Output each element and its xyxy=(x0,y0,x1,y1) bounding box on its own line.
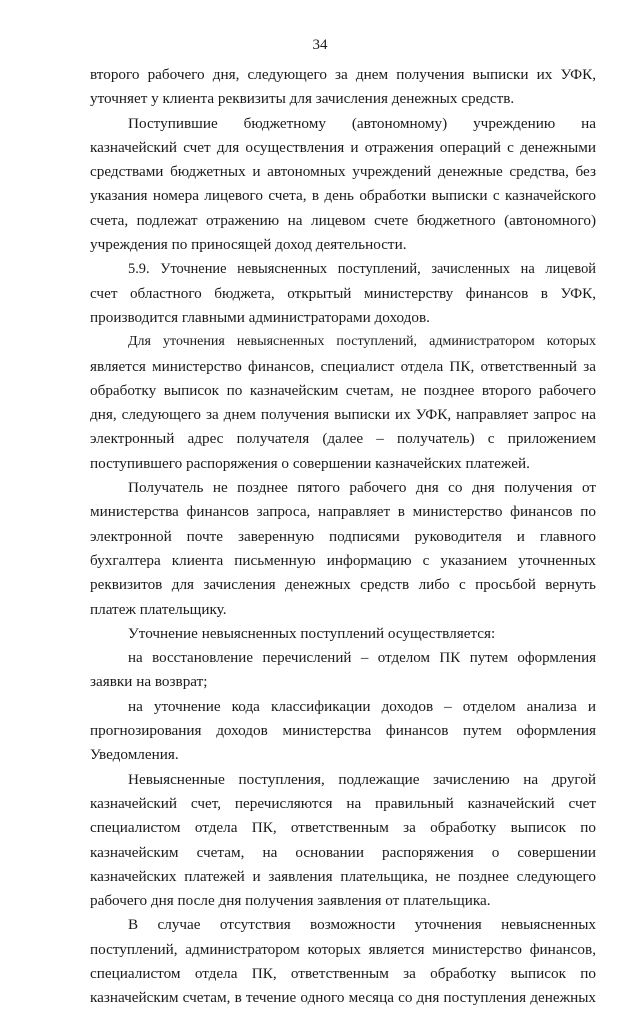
text-line: казначейских платежей и заявления плательщика, не позднее следующего xyxy=(90,867,596,885)
text-line: Для уточнения невыясненных поступлений, администратором которых xyxy=(128,334,596,350)
text-line: поступлений, администратором которых является министерство финансов, xyxy=(90,940,596,958)
text-line: учреждения по приносящей доход деятельности. xyxy=(90,236,407,254)
text-line: бухгалтера клиента письменную информацию с указанием уточненных xyxy=(90,551,596,569)
text-line: заявки на возврат; xyxy=(90,673,208,691)
text-line: электронный адрес получателя (далее – получатель) с приложением xyxy=(90,430,596,448)
text-line: рабочего дня после дня получения заявления от плательщика. xyxy=(90,892,491,910)
text-line: средствами бюджетных и автономных учреждений денежные средства, без xyxy=(90,163,596,181)
text-line: уточняет у клиента реквизиты для зачисления денежных средств. xyxy=(90,90,515,108)
text-line: казначейским счетам, на основании распоряжения о совершении xyxy=(90,843,596,861)
text-line: платеж плательщику. xyxy=(90,600,227,618)
text-line: дня, следующего за днем получения выписки их УФК, направляет запрос на xyxy=(90,406,596,424)
text-line: обработку выписок по казначейским счетам, не позднее второго рабочего xyxy=(90,381,596,399)
text-line: казначейский счет, перечисляются на правильный казначейский счет xyxy=(90,794,596,812)
text-line: казначейским счетам, в течение одного месяца со дня поступления денежных xyxy=(90,989,596,1007)
text-line: Невыясненные поступления, подлежащие зачислению на другой xyxy=(128,770,596,788)
text-line: счет областного бюджета, открытый министерству финансов в УФК, xyxy=(90,284,596,302)
text-line: Уточнение невыясненных поступлений осуществляется: xyxy=(128,624,496,642)
text-line: на восстановление перечислений – отделом ПК путем оформления xyxy=(128,650,596,667)
text-line: является министерство финансов, специалист отдела ПК, ответственный за xyxy=(90,357,596,375)
text-line: производится главными администраторами доходов. xyxy=(90,308,430,326)
text-line: Получатель не позднее пятого рабочего дня со дня получения от xyxy=(128,479,596,497)
text-line: специалистом отдела ПК, ответственным за обработку выписок по xyxy=(90,964,596,982)
text-line: поступившего распоряжения о совершении казначейских платежей. xyxy=(90,454,530,472)
text-line: электронной почте заверенную подписями руководителя и главного xyxy=(90,527,596,545)
text-line: Уведомления. xyxy=(90,746,179,764)
text-line: прогнозирования доходов министерства финансов путем оформления xyxy=(90,722,596,740)
text-line: реквизитов для зачисления денежных средств либо с просьбой вернуть xyxy=(90,576,596,594)
text-line: второго рабочего дня, следующего за днем получения выписки их УФК, xyxy=(90,66,596,83)
text-line: министерства финансов запроса, направляет в министерство финансов по xyxy=(90,503,596,521)
text-line: счета, подлежат отражению на лицевом счете бюджетного (автономного) xyxy=(90,211,596,229)
text-line: В случае отсутствия возможности уточнения невыясненных xyxy=(128,916,596,934)
text-line: 5.9. Уточнение невыясненных поступлений, зачисленных на лицевой xyxy=(128,261,596,278)
text-line: указания номера лицевого счета, в день обработки выписки с казначейского xyxy=(90,187,596,205)
text-line: Поступившие бюджетному (автономному) учреждению на xyxy=(128,114,596,132)
text-line: казначейский счет для осуществления и отражения операций с денежными xyxy=(90,138,596,156)
text-line: на уточнение кода классификации доходов – отделом анализа и xyxy=(128,697,596,715)
text-line: специалистом отдела ПК, ответственным за обработку выписок по xyxy=(90,819,596,837)
page-number: 34 xyxy=(312,37,328,53)
body-text xyxy=(90,63,596,1011)
